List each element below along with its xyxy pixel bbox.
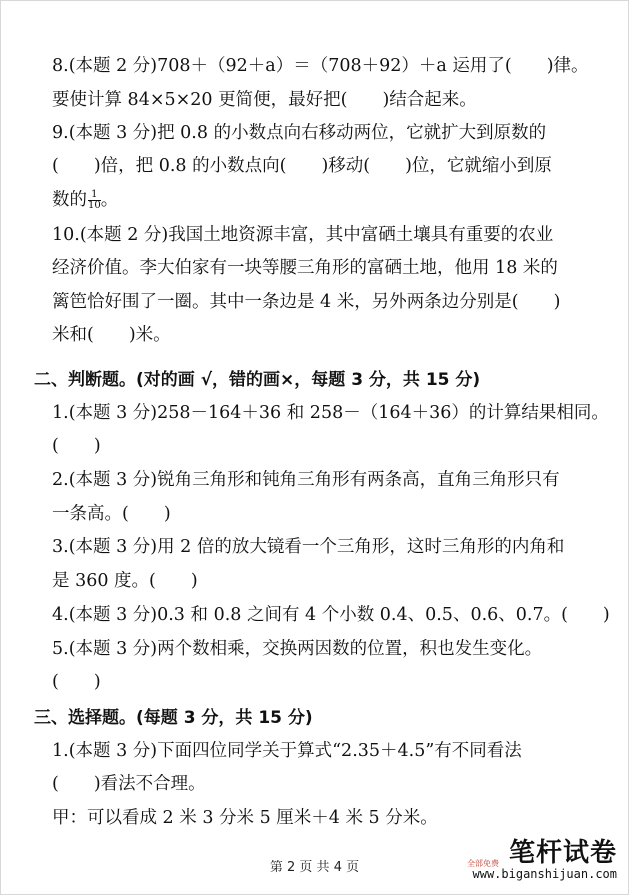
j3-line-2: 是 360 度。( ) [52,571,198,591]
section-2-title: 二、判断题。(对的画 √，错的画×，每题 3 分，共 15 分) [34,370,481,390]
c1-option-jia: 甲：可以看成 2 米 3 分米 5 厘米＋4 米 5 分米。 [52,808,438,828]
q10-line-1: 10.(本题 2 分)我国土地资源丰富，其中富硒土壤具有重要的农业 [52,225,554,245]
q8-line-2: 要使计算 84×5×20 更简便，最好把( )结合起来。 [52,90,477,110]
q9-line-3: 数的 $\frac{1}{10}$ 。 [52,188,119,211]
q10-line-4: 米和( )米。 [52,325,171,345]
watermark-title: 笔杆试卷 [508,838,617,868]
c1-line-1: 1.(本题 3 分)下面四位同学关于算式“2.35＋4.5”有不同看法 [52,741,522,761]
j3-line-1: 3.(本题 3 分)用 2 倍的放大镜看一个三角形，这时三角形的内角和 [52,537,565,557]
j1-line-2: ( ) [52,436,101,456]
j2-line-1: 2.(本题 3 分)锐角三角形和钝角三角形有两条高，直角三角形只有 [52,470,560,490]
watermark-badge: 全部免费 [467,859,499,868]
page-number: 第 2 页 共 4 页 [269,860,360,875]
j1-line-1: 1.(本题 3 分)258－164＋36 和 258－（164＋36）的计算结果相同。 [52,403,609,423]
q8-line-1: 8.(本题 2 分)708＋（92＋a）＝（708＋92）＋a 运用了( )律。 [52,56,589,76]
q10-line-3: 篱笆恰好围了一圈。其中一条边是 4 米，另外两条边分别是( ) [52,292,561,312]
c1-line-2: ( )看法不合理。 [52,774,206,794]
q9-line-2: ( )倍，把 0.8 的小数点向( )移动( )位，它就缩小到原 [52,156,552,176]
q10-line-2: 经济价值。李大伯家有一块等腰三角形的富硒土地，他用 18 米的 [52,258,558,278]
watermark-logo [467,832,617,881]
watermark-url: www.biganshijuan.com [472,867,617,881]
section-3-title: 三、选择题。(每题 3 分，共 15 分) [34,708,313,728]
j5-line-2: ( ) [52,672,101,692]
q9-line-1: 9.(本题 3 分)把 0.8 的小数点向右移动两位，它就扩大到原数的 [52,123,547,143]
fraction-one-tenth: $\frac{1}{10}$ [88,188,101,211]
j5-line-1: 5.(本题 3 分)两个数相乘，交换两因数的位置，积也发生变化。 [52,639,543,659]
j4-line: 4.(本题 3 分)0.3 和 0.8 之间有 4 个小数 0.4、0.5、0.6、0.7。( ) [52,605,610,625]
j2-line-2: 一条高。( ) [52,504,171,524]
